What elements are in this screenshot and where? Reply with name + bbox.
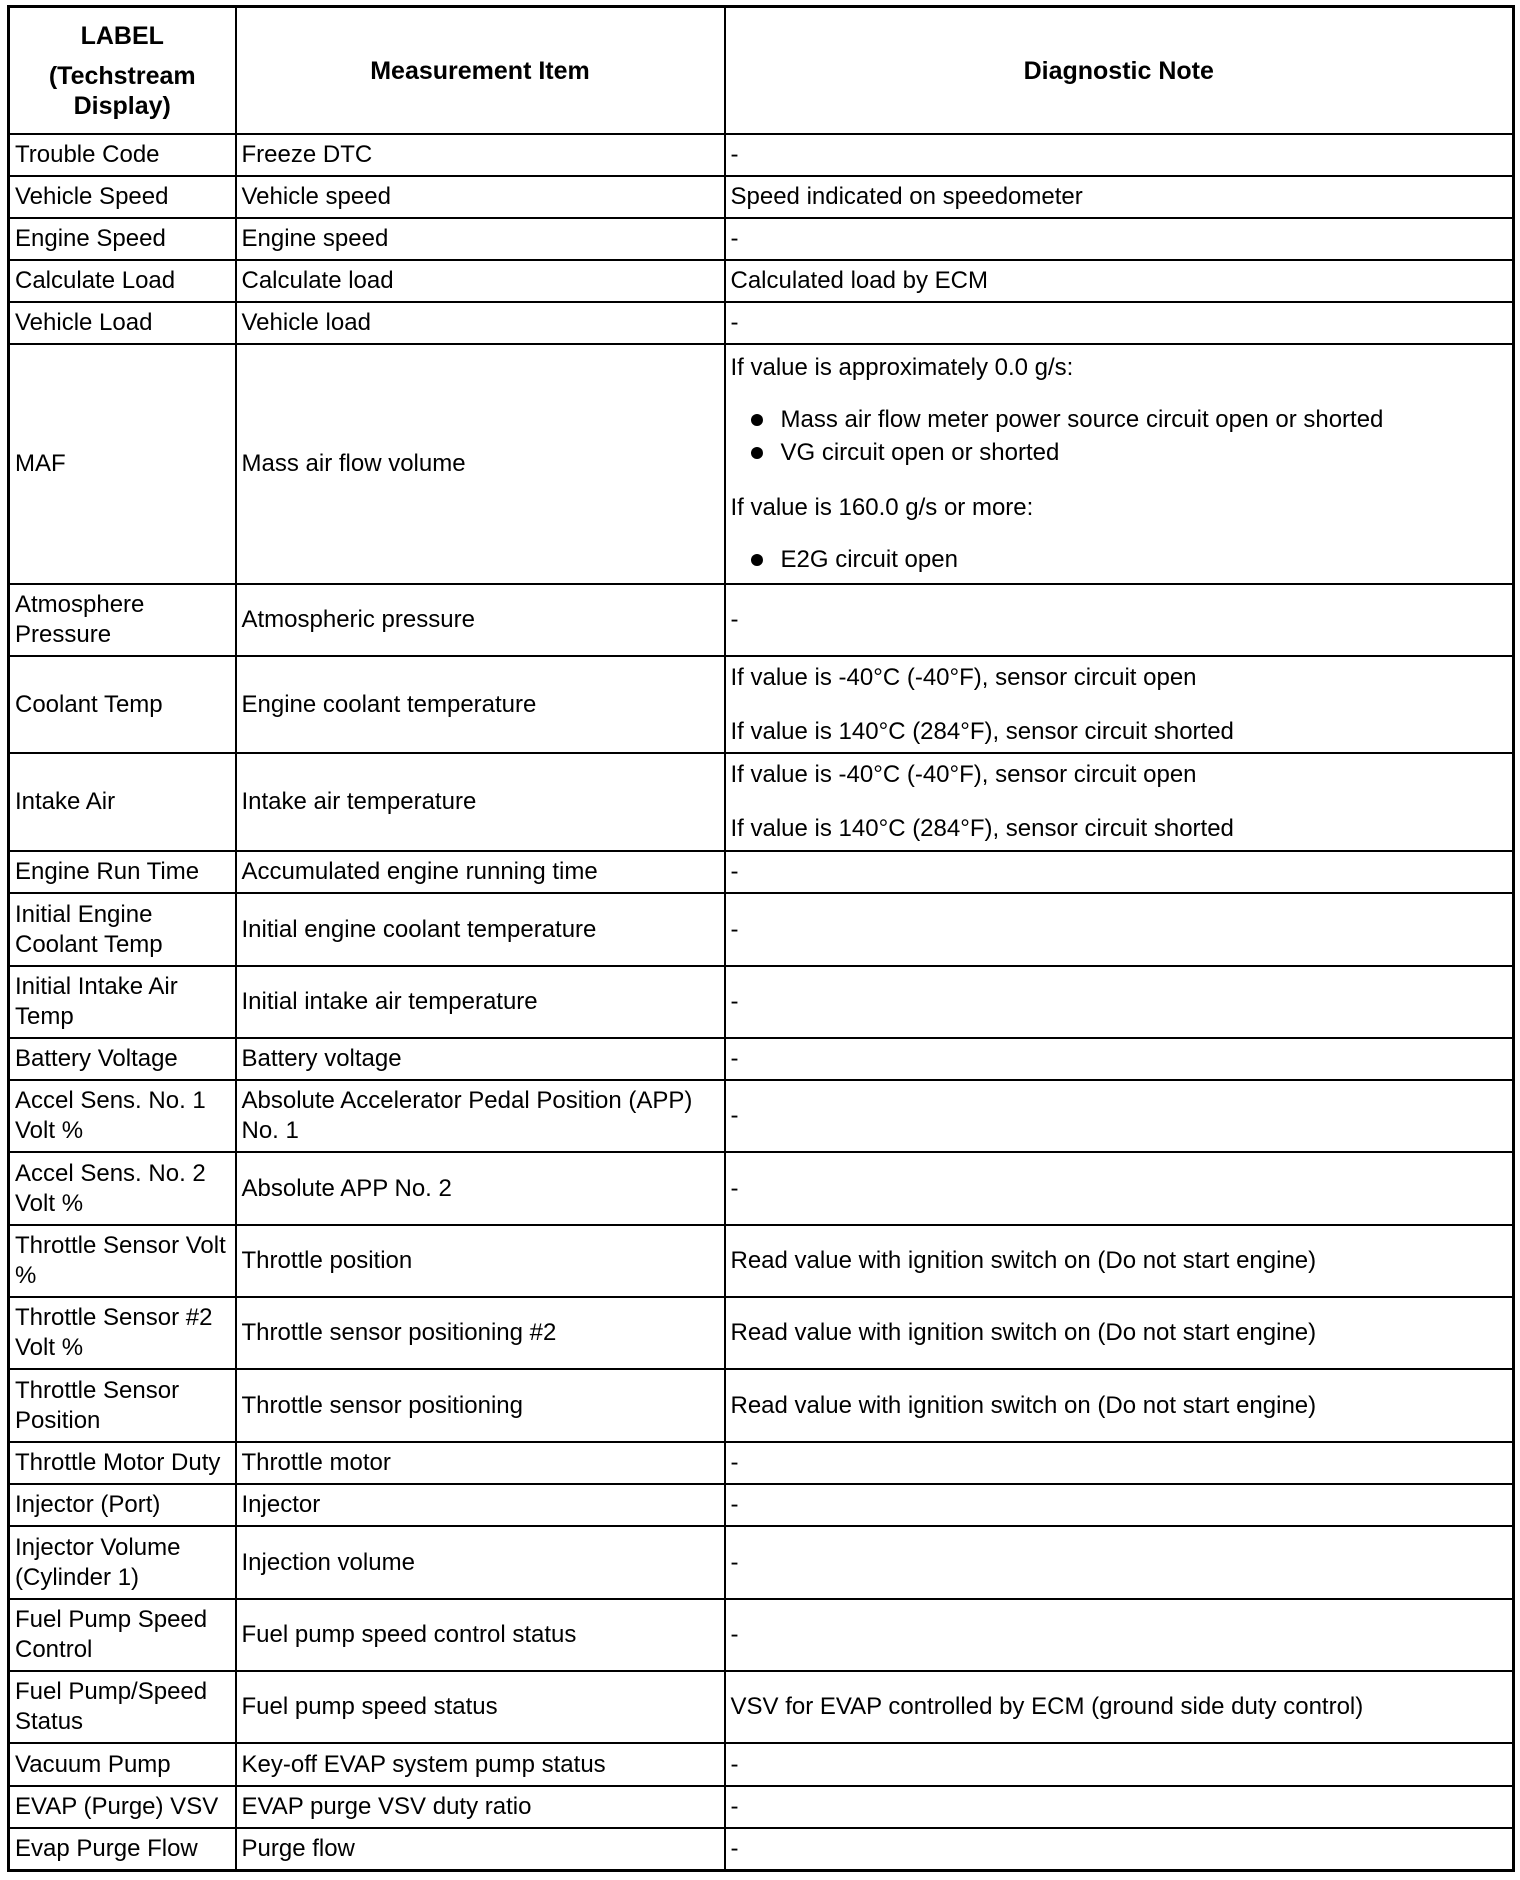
table-row xyxy=(9,1828,1514,1870)
row-measurement: EVAP purge VSV duty ratio xyxy=(236,1786,725,1828)
row-label: Injector Volume (Cylinder 1) xyxy=(9,1526,236,1599)
row-measurement: Vehicle speed xyxy=(236,176,725,218)
table-row xyxy=(9,1526,1514,1599)
row-note: - xyxy=(725,1080,1514,1152)
table-row xyxy=(9,302,1514,344)
row-note: - xyxy=(725,1442,1514,1484)
row-measurement: Fuel pump speed status xyxy=(236,1671,725,1743)
row-measurement: Battery voltage xyxy=(236,1038,725,1080)
row-note: - xyxy=(725,1743,1514,1786)
table-row xyxy=(9,1152,1514,1225)
list-item: VG circuit open or shorted xyxy=(731,436,1508,469)
table-row xyxy=(9,893,1514,966)
table-row xyxy=(9,134,1514,176)
row-label: Throttle Motor Duty xyxy=(9,1442,236,1484)
table-row xyxy=(9,1786,1514,1828)
row-measurement: Injection volume xyxy=(236,1526,725,1599)
row-label: Throttle Sensor Volt % xyxy=(9,1225,236,1297)
table-row xyxy=(9,966,1514,1038)
table-row xyxy=(9,1297,1514,1369)
data-list-table-wrapper xyxy=(7,5,1512,1872)
row-label: Evap Purge Flow xyxy=(9,1828,236,1870)
row-note: - xyxy=(725,1038,1514,1080)
table-row xyxy=(9,1369,1514,1442)
row-label: Engine Run Time xyxy=(9,851,236,893)
row-note: - xyxy=(725,218,1514,260)
row-note: Read value with ignition switch on (Do not start engine) xyxy=(725,1297,1514,1369)
note-text: If value is 160.0 g/s or more: xyxy=(730,493,1034,521)
row-label: Trouble Code xyxy=(9,134,236,176)
row-note: - xyxy=(725,851,1514,893)
table-row xyxy=(9,851,1514,893)
row-label: Calculate Load xyxy=(9,260,236,302)
row-label: Injector (Port) xyxy=(9,1484,236,1526)
row-note: Read value with ignition switch on (Do not start engine) xyxy=(725,1225,1514,1297)
table-row xyxy=(9,1225,1514,1297)
row-note: Calculated load by ECM xyxy=(725,260,1514,302)
row-measurement: Throttle position xyxy=(236,1225,725,1297)
table-row xyxy=(9,1038,1514,1080)
row-measurement: Fuel pump speed control status xyxy=(236,1599,725,1671)
row-label: Initial Engine Coolant Temp xyxy=(9,893,236,966)
row-label: Vehicle Speed xyxy=(9,176,236,218)
row-note: - xyxy=(725,1828,1514,1870)
table-row xyxy=(9,1599,1514,1671)
row-note xyxy=(725,656,1514,753)
row-measurement: Throttle sensor positioning xyxy=(236,1369,725,1442)
row-measurement: Mass air flow volume xyxy=(236,344,725,584)
table-row xyxy=(9,584,1514,656)
header-label-line3: Display) xyxy=(73,91,171,120)
row-label: MAF xyxy=(9,344,236,584)
row-measurement: Throttle motor xyxy=(236,1442,725,1484)
table-row xyxy=(9,1442,1514,1484)
table-row xyxy=(9,344,1514,584)
row-label: Engine Speed xyxy=(9,218,236,260)
row-note: - xyxy=(725,584,1514,656)
row-measurement: Throttle sensor positioning #2 xyxy=(236,1297,725,1369)
row-measurement: Injector xyxy=(236,1484,725,1526)
note-text: If value is -40°C (-40°F), sensor circuit open xyxy=(730,761,1197,788)
row-label: Vacuum Pump xyxy=(9,1743,236,1786)
row-note: Speed indicated on speedometer xyxy=(725,176,1514,218)
note-text: If value is 140°C (284°F), sensor circuit shorted xyxy=(730,717,1234,745)
row-measurement: Intake air temperature xyxy=(236,753,725,851)
row-label: Initial Intake Air Temp xyxy=(9,966,236,1038)
note-text: If value is -40°C (-40°F), sensor circuit open xyxy=(730,663,1197,691)
row-measurement: Key-off EVAP system pump status xyxy=(236,1743,725,1786)
row-label: Battery Voltage xyxy=(9,1038,236,1080)
row-label: EVAP (Purge) VSV xyxy=(9,1786,236,1828)
row-measurement: Absolute APP No. 2 xyxy=(236,1152,725,1225)
table-row xyxy=(9,656,1514,753)
table-row xyxy=(9,1484,1514,1526)
row-measurement: Initial intake air temperature xyxy=(236,966,725,1038)
table-row xyxy=(9,176,1514,218)
row-measurement: Accumulated engine running time xyxy=(236,851,725,893)
row-note: - xyxy=(725,893,1514,966)
table-row xyxy=(9,218,1514,260)
table-row xyxy=(9,753,1514,851)
table-row xyxy=(9,1743,1514,1786)
header-measurement-item: Measurement Item xyxy=(236,7,725,135)
row-label: Atmosphere Pressure xyxy=(9,584,236,656)
header-label-line1: LABEL xyxy=(80,21,164,50)
table-row xyxy=(9,260,1514,302)
row-measurement: Atmospheric pressure xyxy=(236,584,725,656)
row-note: - xyxy=(725,966,1514,1038)
row-label: Fuel Pump/Speed Status xyxy=(9,1671,236,1743)
row-label: Coolant Temp xyxy=(9,656,236,753)
row-note xyxy=(725,753,1514,851)
row-measurement: Engine coolant temperature xyxy=(236,656,725,753)
row-measurement: Calculate load xyxy=(236,260,725,302)
row-label: Throttle Sensor #2 Volt % xyxy=(9,1297,236,1369)
list-item: Mass air flow meter power source circuit open or shorted xyxy=(731,403,1508,436)
row-label: Fuel Pump Speed Control xyxy=(9,1599,236,1671)
row-note: - xyxy=(725,1152,1514,1225)
row-note: - xyxy=(725,1484,1514,1526)
note-text: If value is approximately 0.0 g/s: xyxy=(730,353,1074,381)
row-label: Vehicle Load xyxy=(9,302,236,344)
table-row xyxy=(9,1671,1514,1743)
header-row xyxy=(9,7,1514,135)
header-diagnostic-note: Diagnostic Note xyxy=(725,7,1514,135)
bullet-icon xyxy=(751,414,763,426)
row-note: VSV for EVAP controlled by ECM (ground side duty control) xyxy=(725,1671,1514,1743)
note-bullet-list xyxy=(731,543,1508,576)
header-label-line2: (Techstream xyxy=(48,61,196,90)
row-note xyxy=(725,344,1514,584)
data-list-table xyxy=(7,5,1515,1872)
note-text: If value is 140°C (284°F), sensor circuit shorted xyxy=(730,815,1234,842)
row-label: Throttle Sensor Position xyxy=(9,1369,236,1442)
list-item: E2G circuit open xyxy=(731,543,1508,576)
bullet-icon xyxy=(751,554,763,566)
row-note: - xyxy=(725,134,1514,176)
note-bullet-list xyxy=(731,403,1508,469)
table-row xyxy=(9,1080,1514,1152)
row-measurement: Vehicle load xyxy=(236,302,725,344)
row-measurement: Freeze DTC xyxy=(236,134,725,176)
row-note: - xyxy=(725,1786,1514,1828)
row-label: Accel Sens. No. 2 Volt % xyxy=(9,1152,236,1225)
row-measurement: Engine speed xyxy=(236,218,725,260)
row-measurement: Purge flow xyxy=(236,1828,725,1870)
row-label: Intake Air xyxy=(9,753,236,851)
row-measurement: Absolute Accelerator Pedal Position (APP) No. 1 xyxy=(236,1080,725,1152)
row-note: Read value with ignition switch on (Do not start engine) xyxy=(725,1369,1514,1442)
row-measurement: Initial engine coolant temperature xyxy=(236,893,725,966)
row-note: - xyxy=(725,1526,1514,1599)
bullet-icon xyxy=(751,447,763,459)
row-note: - xyxy=(725,1599,1514,1671)
header-label xyxy=(9,7,236,135)
row-label: Accel Sens. No. 1 Volt % xyxy=(9,1080,236,1152)
row-note: - xyxy=(725,302,1514,344)
